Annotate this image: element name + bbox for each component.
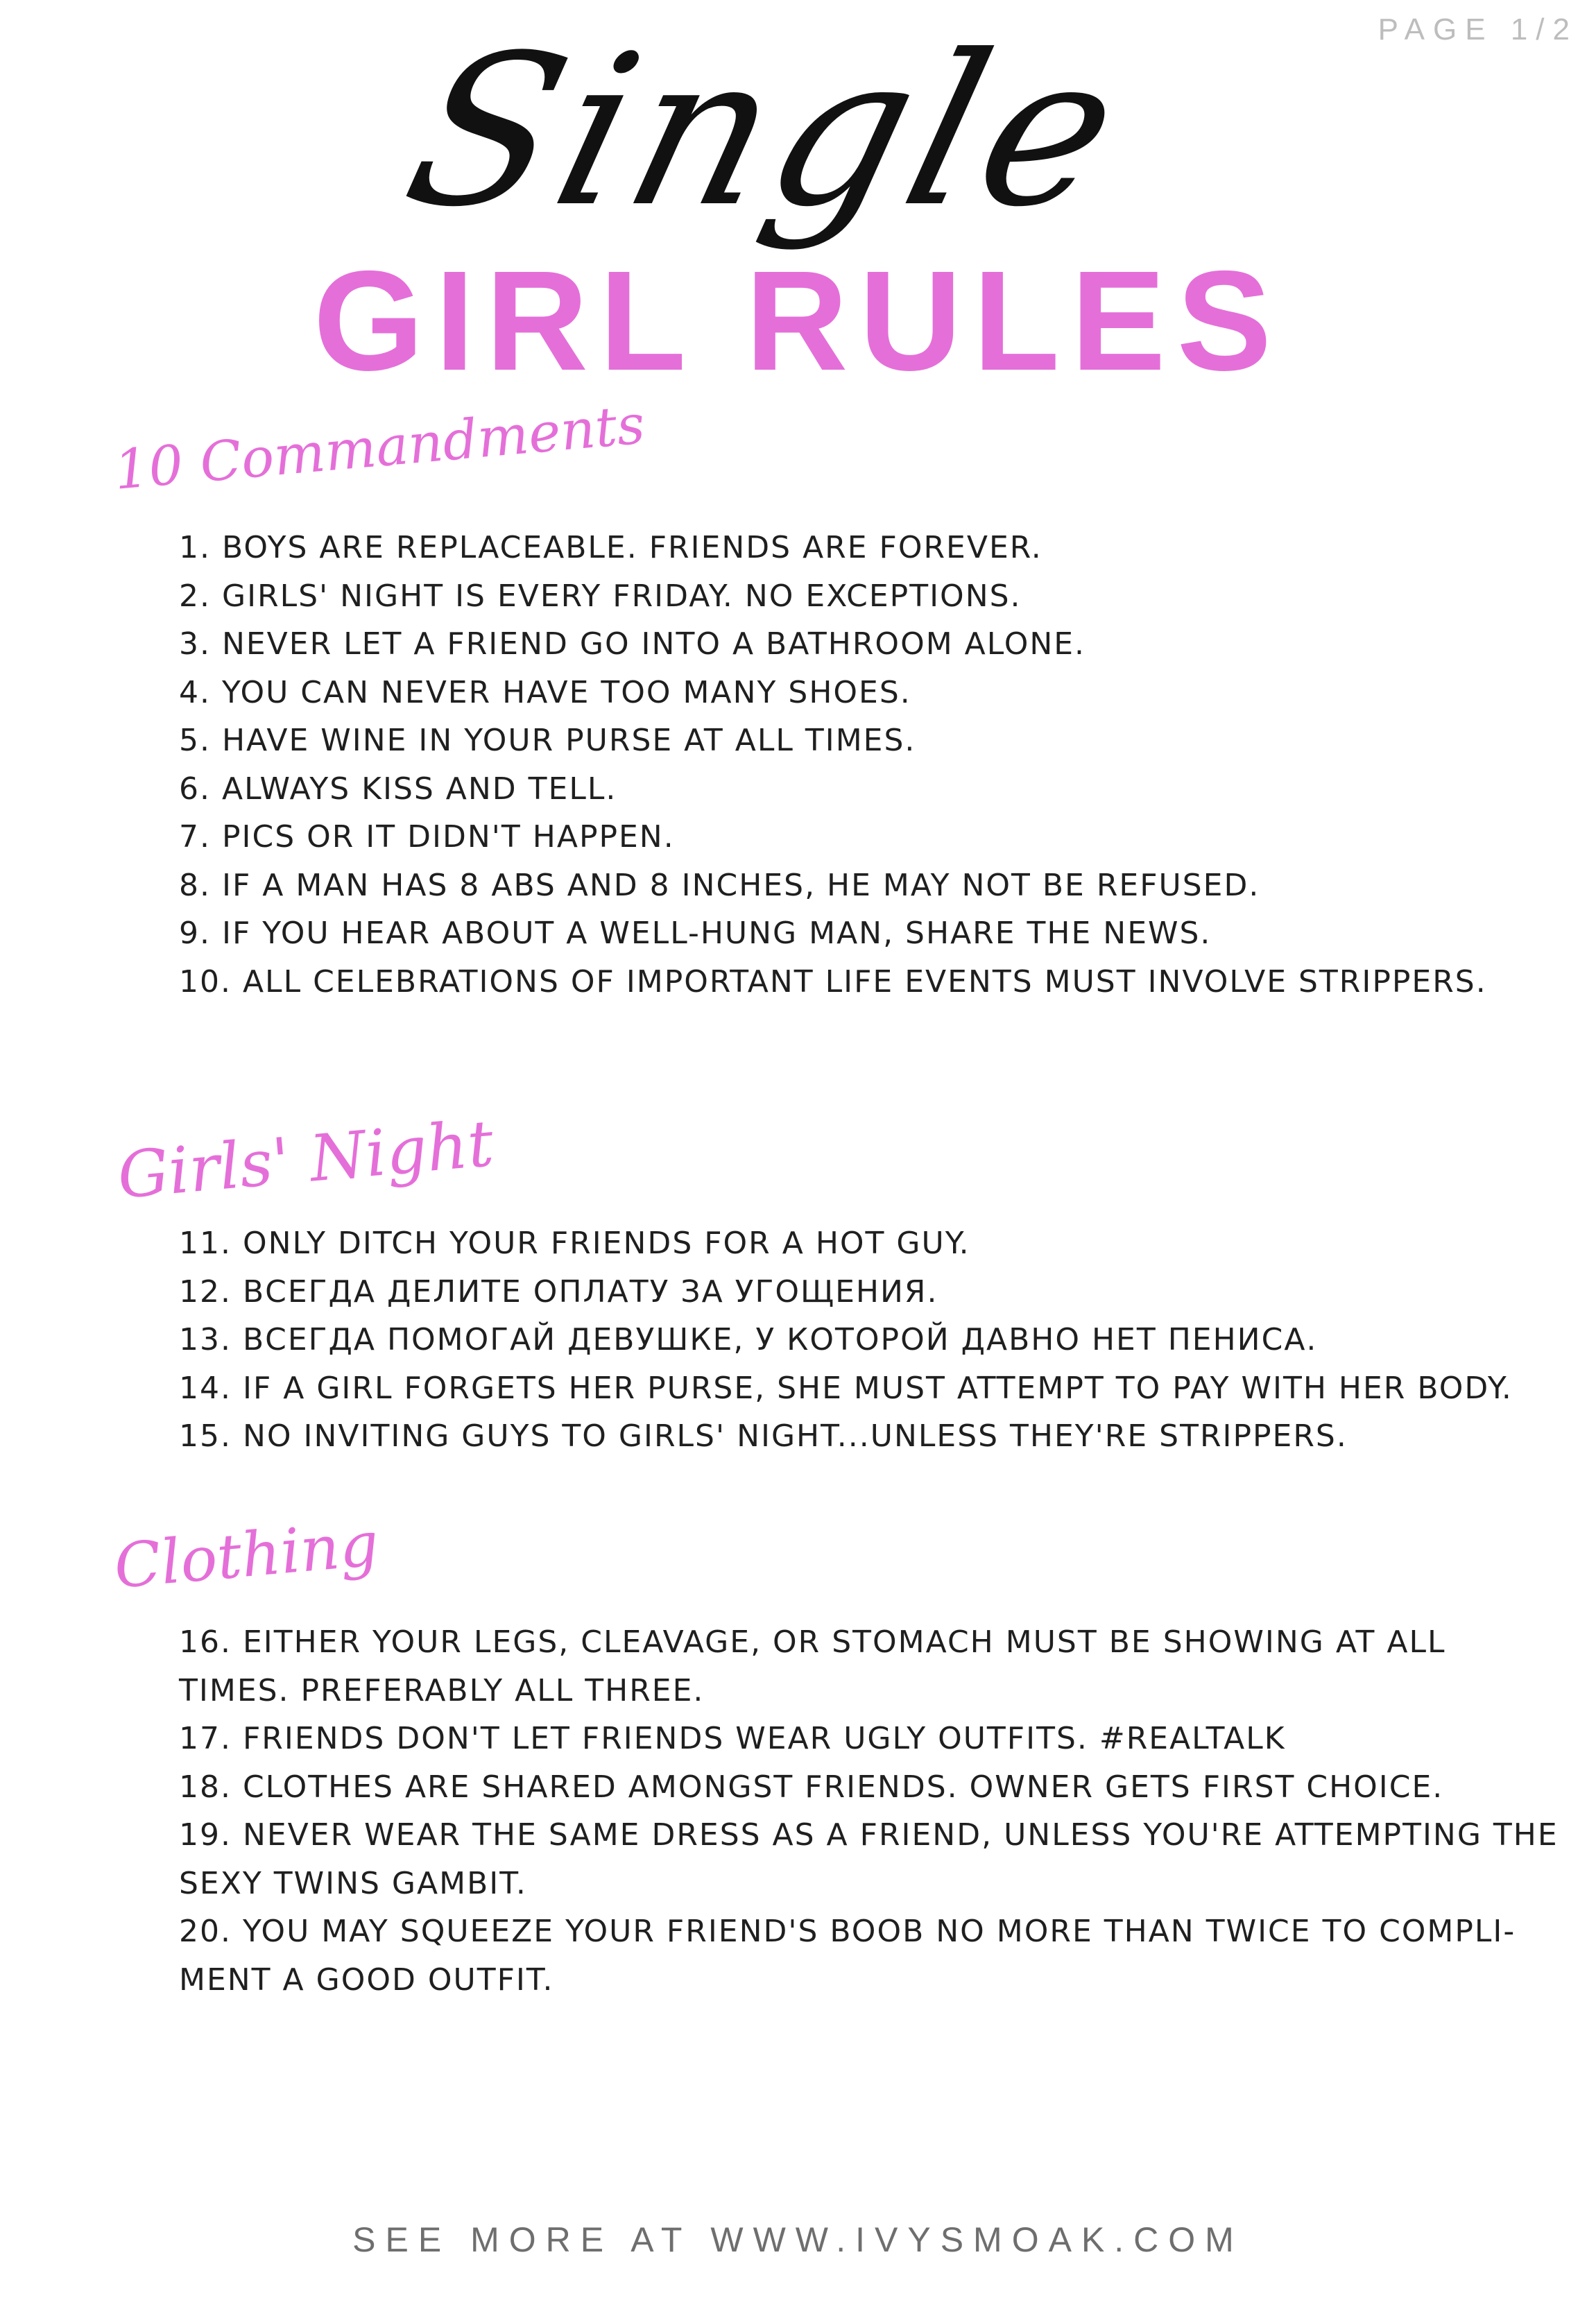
rule-item: 1. BOYS ARE REPLACEABLE. FRIENDS ARE FOREVER. [179, 530, 1042, 565]
title-main: GIRL RULES [313, 241, 1283, 400]
rule-list-commandments [179, 524, 1559, 1006]
rule-list-girls-night [179, 1219, 1559, 1461]
section-heading-commandments: 10 Commandments [112, 393, 648, 502]
rule-item: 5. HAVE WINE IN YOUR PURSE AT ALL TIMES. [179, 723, 916, 758]
rule-item: 17. FRIENDS DON'T LET FRIENDS WEAR UGLY OUTFITS. #REALTALK [179, 1721, 1286, 1756]
section-heading-girls-night: Girls' Night [114, 1106, 497, 1213]
rule-list-clothing [179, 1618, 1559, 2004]
title-script: Single [386, 10, 1146, 252]
rule-item: 11. ONLY DITCH YOUR FRIENDS FOR A HOT GUY. [179, 1226, 970, 1261]
rule-item: 19. NEVER WEAR THE SAME DRESS AS A FRIEND, UNLESS YOU'RE ATTEMPTING THE SEXY TWINS GAMBIT. [179, 1817, 1559, 1901]
rule-item: 14. IF A GIRL FORGETS HER PURSE, SHE MUST ATTEMPT TO PAY WITH HER BODY. [179, 1370, 1513, 1406]
footer-website[interactable]: SEE MORE AT WWW.IVYSMOAK.COM [352, 2220, 1244, 2259]
rule-item: 8. IF A MAN HAS 8 ABS AND 8 INCHES, HE MAY NOT BE REFUSED. [179, 867, 1260, 903]
rule-item: 7. PICS OR IT DIDN'T HAPPEN. [179, 819, 675, 855]
rule-item: 13. ВСЕГДА ПОМОГАЙ ДЕВУШКЕ, У КОТОРОЙ ДАВНО НЕТ ПЕНИСА. [179, 1322, 1318, 1357]
rule-item: 12. ВСЕГДА ДЕЛИТЕ ОПЛАТУ ЗА УГОЩЕНИЯ. [179, 1273, 938, 1310]
rule-item: 3. NEVER LET A FRIEND GO INTO A BATHROOM ALONE. [179, 626, 1086, 662]
section-heading-clothing: Clothing [111, 1507, 381, 1602]
rule-item: 9. IF YOU HEAR ABOUT A WELL-HUNG MAN, SHARE THE NEWS. [179, 916, 1212, 951]
rule-item: 10. ALL CELEBRATIONS OF IMPORTANT LIFE EVENTS MUST INVOLVE STRIPPERS. [179, 963, 1487, 1000]
rule-item: 2. GIRLS' NIGHT IS EVERY FRIDAY. NO EXCEPTIONS. [179, 578, 1022, 614]
rule-item: 16. EITHER YOUR LEGS, CLEAVAGE, OR STOMACH MUST BE SHOWING AT ALL TIMES. PREFERABLY ALL THREE. [179, 1624, 1446, 1708]
rule-item: 18. CLOTHES ARE SHARED AMONGST FRIENDS. OWNER GETS FIRST CHOICE. [179, 1769, 1444, 1805]
rule-item: 20. YOU MAY SQUEEZE YOUR FRIEND'S BOOB NO MORE THAN TWICE TO COMPLI-MENT A GOOD OUTFIT. [179, 1914, 1516, 1998]
rule-item: 4. YOU CAN NEVER HAVE TOO MANY SHOES. [179, 674, 911, 710]
rule-item: 15. NO INVITING GUYS TO GIRLS' NIGHT...UNLESS THEY'RE STRIPPERS. [179, 1418, 1348, 1454]
rule-item: 6. ALWAYS KISS AND TELL. [179, 771, 617, 807]
page-number: PAGE 1/2 [1378, 12, 1578, 46]
